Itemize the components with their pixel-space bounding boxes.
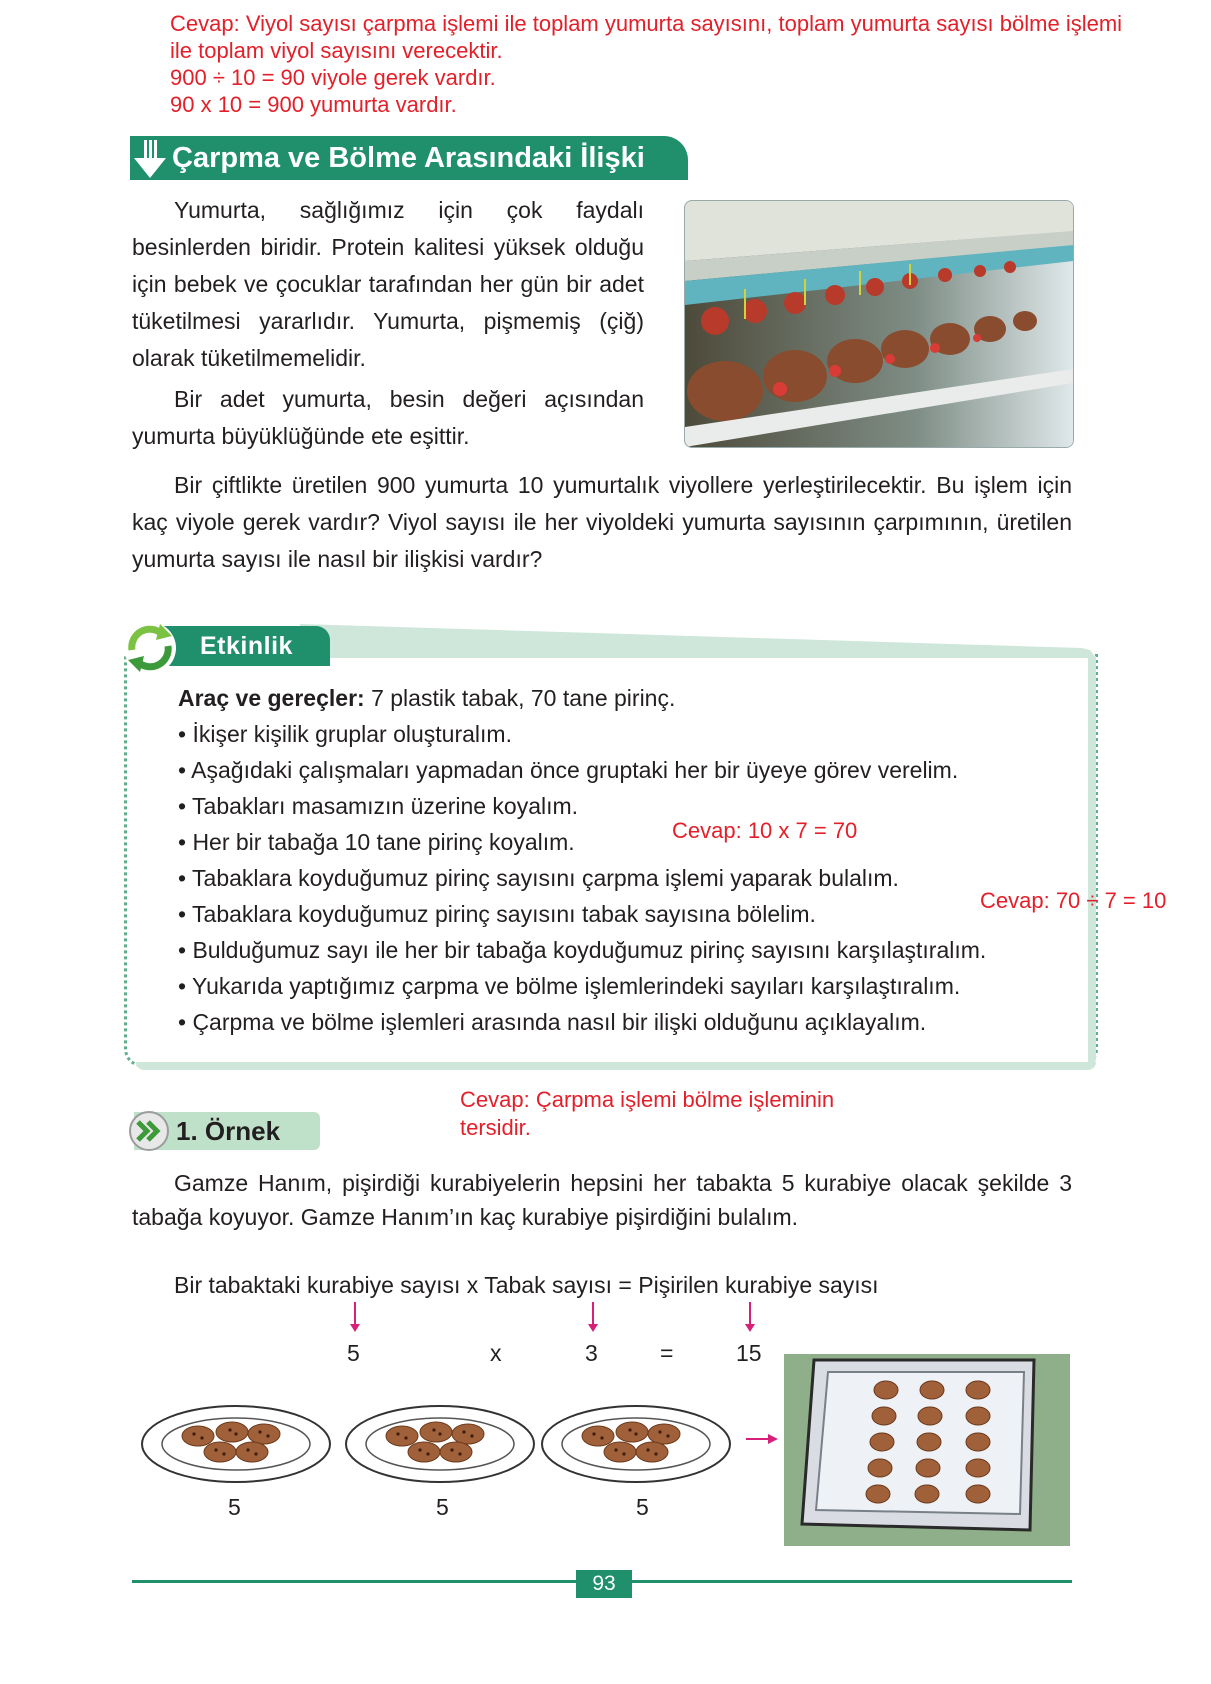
answer-line: tersidir. [460, 1115, 531, 1140]
operator-equals: = [660, 1340, 674, 1366]
factor-2: 3 [585, 1340, 598, 1366]
ornek-answer [460, 1086, 880, 1142]
intro-paragraph: Bir adet yumurta, besin değeri açısından yumurta büyüklüğünde ete eşittir. [132, 386, 644, 449]
etkinlik-label: Etkinlik [200, 632, 293, 660]
answer-line: 90 x 10 = 900 yumurta vardır. [170, 92, 457, 117]
list-item: • Bulduğumuz sayı ile her bir tabağa koyduğumuz pirinç sayısını karşılaştıralım. [178, 937, 987, 963]
list-item: • Yukarıda yaptığımız çarpma ve bölme işlemlerindeki sayıları karşılaştıralım. [178, 973, 961, 999]
question-paragraph: Bir çiftlikte üretilen 900 yumurta 10 yumurtalık viyollere yerleştirilecektir. Bu işlem için kaç viyole gerek vardır? Viyol sayısı ile her viyoldeki yumurta sayısının çarpımının, üretilen yumurta sayısı ile nasıl bir ilişkisi vardır? [132, 472, 1072, 572]
formula-text: Bir tabaktaki kurabiye sayısı x Tabak sayısı = Pişirilen kurabiye sayısı [174, 1272, 879, 1298]
etkinlik-answer-1: Cevap: 10 x 7 = 70 [672, 818, 858, 843]
baking-tray-image [784, 1354, 1070, 1546]
etkinlik-list [178, 680, 1108, 1040]
answer-line: ile toplam viyol sayısını verecektir. [170, 38, 503, 63]
factor-1: 5 [347, 1340, 360, 1366]
plate-count: 5 [228, 1494, 241, 1520]
answer-line: Cevap: Çarpma işlemi bölme işleminin [460, 1087, 835, 1112]
chicken-farm-photo [684, 200, 1074, 448]
right-arrow-icon [746, 1432, 780, 1446]
answer-top [170, 10, 1210, 118]
list-item: • Aşağıdaki çalışmaları yapmadan önce gruptaki her bir üyeye görev verelim. [178, 757, 959, 783]
down-arrow-icon [132, 138, 168, 180]
answer-line: Cevap: Viyol sayısı çarpma işlemi ile toplam yumurta sayısını, toplam yumurta sayısı bölme işlemi [170, 11, 1123, 36]
example-text [132, 1166, 1072, 1234]
recycle-arrows-icon [122, 620, 178, 676]
list-item: • Her bir tabağa 10 tane pirinç koyalım. [178, 829, 575, 855]
list-item: • Çarpma ve bölme işlemleri arasında nasıl bir ilişki olduğunu açıklayalım. [178, 1009, 927, 1035]
list-item: • Tabaklara koyduğumuz pirinç sayısını tabak sayısına bölelim. [178, 901, 816, 927]
question-text [132, 467, 1072, 578]
etkinlik-header-band [300, 624, 1096, 658]
intro-text [132, 192, 644, 455]
tools-text: 7 plastik tabak, 70 tane pirinç. [364, 685, 676, 711]
page-number: 93 [576, 1570, 632, 1598]
double-chevron-icon [128, 1110, 170, 1152]
ornek-label: 1. Örnek [176, 1116, 281, 1146]
list-item: • Tabakları masamızın üzerine koyalım. [178, 793, 579, 819]
example-paragraph: Gamze Hanım, pişirdiği kurabiyelerin hepsini her tabakta 5 kurabiye olacak şekilde 3 tabağa koyuyor. Gamze Hanım’ın kaç kurabiye pişirdiğini bulalım. [132, 1170, 1072, 1230]
tools-label: Araç ve gereçler: [178, 685, 365, 711]
list-item: • İkişer kişilik gruplar oluşturalım. [178, 721, 512, 747]
operator-multiply: x [490, 1340, 502, 1366]
plate-count: 5 [636, 1494, 649, 1520]
product: 15 [736, 1340, 762, 1366]
cookie-plates [140, 1400, 740, 1490]
list-item: • Tabaklara koyduğumuz pirinç sayısını çarpma işlemi yaparak bulalım. [178, 865, 899, 891]
etkinlik-shadow [136, 1062, 1096, 1070]
answer-line: 900 ÷ 10 = 90 viyole gerek vardır. [170, 65, 496, 90]
tools-line [178, 680, 1108, 716]
etkinlik-answer-2: Cevap: 70 ÷ 7 = 10 [980, 888, 1167, 913]
formula-arrows [340, 1300, 780, 1334]
plate-count: 5 [436, 1494, 449, 1520]
section-title: Çarpma ve Bölme Arasındaki İlişki [172, 142, 645, 174]
intro-paragraph: Yumurta, sağlığımız için çok faydalı besinlerden biridir. Protein kalitesi yüksek olduğu için bebek ve çocuklar tarafından her gün bir adet tüketilmesi yararlıdır. Yumurta, pişmemiş (çiğ) olarak tüketilmemelidir. [132, 197, 644, 371]
